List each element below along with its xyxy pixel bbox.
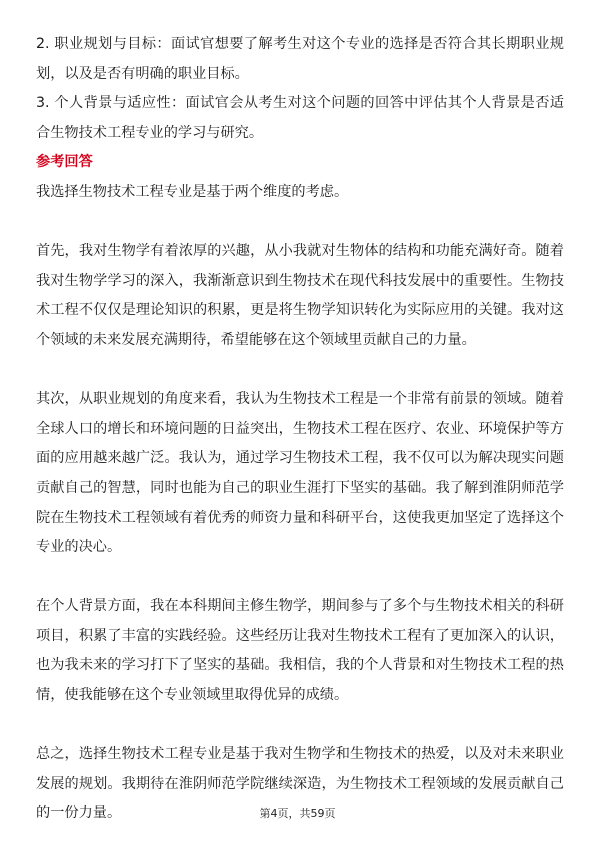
page-number: 第4页，共59页: [259, 807, 336, 820]
section-heading: 参考回答: [36, 154, 93, 171]
answer-paragraph-career: 其次，从职业规划的角度来看，我认为生物技术工程是一个非常有前景的领域。随着全球人口的增长和环境问题的日益突出，生物技术工程在医疗、农业、环境保护等方面的应用越来越广泛。我认为，通过学习生物技术工程，我不仅可以为解决现实问题贡献自己的智慧，同时也能为自己的职业生涯打下坚实的基础。我了解到淮阴师范学院在生物技术工程领域有着优秀的师资力量和科研平台，这使我更加坚定了选择这个专业的决心。: [36, 391, 564, 556]
page-content: [36, 30, 564, 829]
list-item-background-fit: 3. 个人背景与适应性：面试官会从考生对这个问题的回答中评估其个人背景是否适合生物技术工程专业的学习与研究。: [36, 95, 564, 141]
answer-paragraph-conclusion: 总之，选择生物技术工程专业是基于我对生物学和生物技术的热爱，以及对未来职业发展的规划。我期待在淮阴师范学院继续深造，为生物技术工程领域的发展贡献自己的一份力量。: [36, 746, 564, 822]
answer-paragraph-interest: 首先，我对生物学有着浓厚的兴趣，从小我就对生物体的结构和功能充满好奇。随着我对生物学学习的深入，我渐渐意识到生物技术在现代科技发展中的重要性。生物技术工程不仅仅是理论知识的积累，更是将生物学知识转化为实际应用的关键。我对这个领域的未来发展充满期待，希望能够在这个领域里贡献自己的力量。: [36, 243, 564, 348]
answer-paragraph-background: 在个人背景方面，我在本科期间主修生物学，期间参与了多个与生物技术相关的科研项目，积累了丰富的实践经验。这些经历让我对生物技术工程有了更加深入的认识，也为我未来的学习打下了坚实的基础。我相信，我的个人背景和对生物技术工程的热情，使我能够在这个专业领域里取得优异的成绩。: [36, 598, 564, 704]
list-item-career-planning: 2. 职业规划与目标：面试官想要了解考生对这个专业的选择是否符合其长期职业规划，以及是否有明确的职业目标。: [36, 36, 564, 82]
answer-intro: 我选择生物技术工程专业是基于两个维度的考虑。: [36, 183, 349, 200]
